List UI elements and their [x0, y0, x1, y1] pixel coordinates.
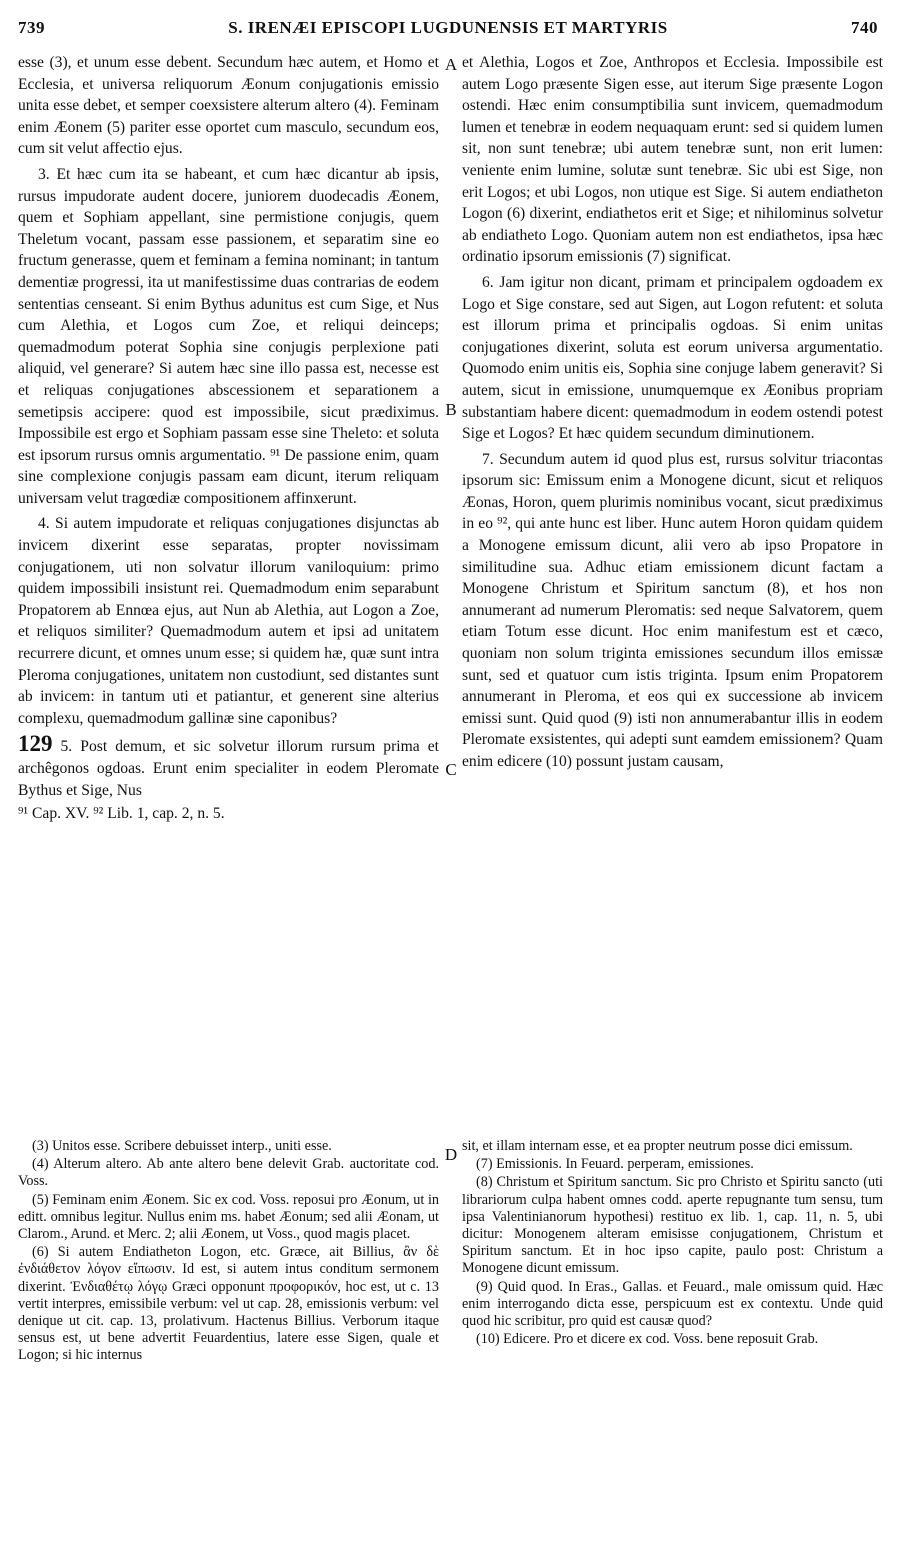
note-3: (3) Unitos esse. Scribere debuisset interp., uniti esse. — [32, 1138, 332, 1154]
paragraph-5-text: 5. Post demum, et sic solvetur illorum rursum prima et archêgonos ogdoas. Erunt enim specialiter in eodem Pleromate Bythus et Sige, Nus — [18, 738, 439, 799]
note-6: (6) Si autem Endiatheton Logon, etc. Græce, ait Billius, ἂν δὲ ἐνδιάθετον λόγον εἴπωσιν. Id est, si autem intus conditum sermonem dixerint. Ἐνδιαθέτῳ λόγῳ Græci opponunt προφορικόν, hoc est, ut c. 13 vertit interpres, emissibile verbum: vel ut cap. 28, emissionis verbum: vel denique ut cit. cap. 13, prolativum. Hactenus Billius. Verborum itaque sensus est, ut bene advertit Feuardentius, latere esse Sigen, quale et Logon; si hic internus — [18, 1244, 439, 1364]
page-number-left: 739 — [18, 18, 45, 37]
note-9: (9) Quid quod. In Eras., Gallas. et Feuard., male omissum quid. Hæc enim interrogando dicta esse, perspicuum est ex contextu. Unde quid quod hic scribitur, pro quid est causæ quod? — [462, 1278, 883, 1330]
footnote-references: ⁹¹ Cap. XV. ⁹² Lib. 1, cap. 2, n. 5. — [18, 805, 225, 823]
note-5: (5) Feminam enim Æonem. Sic ex cod. Voss. reposui pro Æonum, ut in editt. omnibus legitur. Nullus enim ms. habet Æonum; sed alii Æonam, ut Clarom., Arund. et Merc. 2; alii Æonem, ut Voss., quod magis placet. — [18, 1191, 439, 1243]
page-header — [18, 10, 878, 46]
page-number-right: 740 — [851, 18, 878, 37]
note-6-continuation: sit, et illam internam esse, et ea propter neutrum posse dici emissum. — [462, 1138, 853, 1154]
left-column — [18, 52, 439, 825]
paragraph-continuation: esse (3), et unum esse debent. Secundum hæc autem, et Homo et Ecclesia, et universa reliquorum Æonum conjugationis emissio unita esse debet, et semper coexsistere alterum altero (4). Feminam enim Æonem (5) pariter esse oportet cum masculo, secundum eos, cum sit velut affectio ejus. — [18, 54, 439, 158]
paragraph-5 — [18, 733, 439, 801]
right-column — [462, 52, 883, 773]
notes-right — [462, 1138, 883, 1349]
margin-marker-d: D — [444, 1145, 458, 1164]
paragraph-3: 3. Et hæc cum ita se habeant, et cum hæc dicantur ab ipsis, rursus impudorate audent docere, juniorem duodecadis Æonem, quem et Sophiam appellant, sine permistione conjugis, quem Theletum vocant, passam esse passionem, et separatim sine eo fructum generasse, quem et feminam a femina nominant; in tantum dementiæ progressi, ita ut manifestissime duas contrarias de eodem sententias censeant. Si enim Bythus adunitus est cum Sige, et Nus cum Alethia, et Logos cum Zoe, et reliqui deinceps; quemadmodum poterat Sophia sine conjugis perplexione pati aliquid, vel generare? Si autem hæc sine illo passa est, necesse est et reliquas conjugationes abscessionem et separationem a semetipsis accipere: quod est impossibile, sicut prædiximus. Impossibile est ergo et Sophiam passam esse sine Theleto: et soluta est ipsorum rursus omnis argumentatio. ⁹¹ De passione enim, quam sine complexione conjugis passam eam dicunt, iterum reliquam universam velut tragœdiæ compositionem affinxerunt. — [18, 165, 439, 507]
note-10: (10) Edicere. Pro et dicere ex cod. Voss. bene reposuit Grab. — [476, 1331, 819, 1348]
paragraph-4: 4. Si autem impudorate et reliquas conjugationes disjunctas ab invicem dixerint esse separatas, propter novissimam conjugationem, uti non solvatur illorum vaniloquium: primo quidem impossibili insistunt rei. Quemadmodum enim separabunt Propatorem ab Ennœa ejus, aut Nun ab Alethia, aut Logon a Zoe, et reliquos similiter? Quemadmodum autem et ipsi ad unitatem recurrere dicunt, et omnes unum esse; si quidem hæ, quæ sunt intra Pleroma conjugationes, unitatem non custodiunt, sed distantes sunt ab invicem: in tantum uti et patiantur, et generent sine alterius complexu, quemadmodum gallinæ sine caponibus? — [18, 515, 439, 727]
note-4: (4) Alterum altero. Ab ante altero bene delevit Grab. auctoritate cod. Voss. — [18, 1156, 439, 1190]
note-8: (8) Christum et Spiritum sanctum. Sic pro Christo et Spiritu sancto (uti librariorum culpa habent omnes codd. aperte repugnante tum sensu, tum ipsa Valentinianorum hypothesi) restituo ex lib. 1, cap. 11, n. 5, ubi dicitur: Monogenem alteram emisisse conjugationem, Christum et Spiritum sanctum. Et in hoc ipso capite, paulo post: Christum a Monogene dicunt emissum. — [462, 1174, 883, 1277]
margin-marker-b: B — [445, 400, 457, 419]
running-title: S. IRENÆI EPISCOPI LUGDUNENSIS ET MARTYRIS — [228, 18, 668, 37]
paragraph-continuation-right: et Alethia, Logos et Zoe, Anthropos et Ecclesia. Impossibile est autem Logo præsente Sigen esse, aut iterum Sige præsente Logon ostendi. Hæc enim consumptibilia sunt invicem, quemadmodum lumen et tenebræ in eodem nequaquam erunt: sed si quidem lumen sit, non sunt tenebræ; ubi autem tenebræ sunt, non erit lumen: veniente enim lumine, solutæ sunt tenebræ. Sic ubi est Sige, non erit Logos; et ubi Logos, non utique est Sige. Si autem endiatheton Logon (6) dixerint, endiathetos erit et Sige; et nihilominus solvetur ab endiatheto Logo. Quoniam autem non est endiathetos, ipsa hæc ordinatio ipsorum emissionis (7) significat. — [462, 54, 883, 266]
notes-left — [18, 1138, 439, 1366]
margin-marker-c: C — [445, 760, 457, 779]
paragraph-7: 7. Secundum autem id quod plus est, rursus solvitur triacontas ipsorum sic: Emissum enim a Monogene dicunt, sicut et reliquos Æonas, Horon, quem plurimis nominibus vocant, sicut prædiximus in eo ⁹², qui ante hunc est liber. Hunc autem Horon quidam quidem a Monogene emissum dicunt, alii vero ab ipso Propatore in similitudine sua. Adhuc etiam emissionem dicunt factam a Monogene Christum et Spiritum sanctum (8), et hos non annumerant ad numerum Pleromatis: sed neque Salvatorem, quem etiam Totum esse dicunt. Hoc enim manifestum est et cæco, quoniam non solum triginta emissiones secundum illos emissæ sunt, sed et quatuor cum istis triginta. Ipsum enim Propatorem annumerant in Pleroma, et eos qui ex successione ab invicem emissi sunt. Quid quod (9) isti non annumerabantur illis in eodem Pleromate exsistentes, qui adepti sunt eamdem emissionem? Quam enim edicere (10) possunt justam causam, — [462, 450, 883, 770]
paragraph-6: 6. Jam igitur non dicant, primam et principalem ogdoadem ex Logo et Sige constare, sed aut Sigen, aut Logon refutent: et soluta est illorum prima et principalis ogdoas. Si enim unitas conjugationes dixerint, soluta est eorum universa argumentatio. Quomodo enim unitis eis, Sophia sine conjuge labem generavit? Si autem, sicut in emissione, unumquemque ex Æonibus propriam substantiam habere dicent: quemadmodum in eodem ostendi potest Sige et Logos? Et hæc quidem secundum diminutionem. — [462, 273, 883, 443]
note-7: (7) Emissionis. In Feuard. perperam, emissiones. — [476, 1156, 754, 1173]
margin-marker-a: A — [444, 55, 458, 74]
column-number: 129 — [18, 731, 53, 757]
